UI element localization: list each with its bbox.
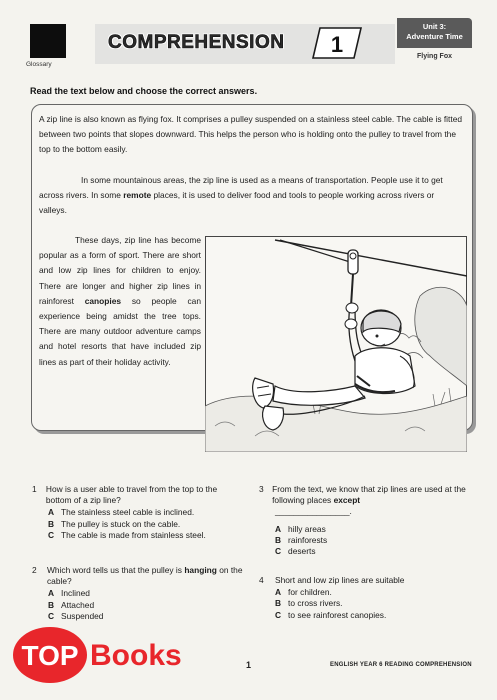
option-text: deserts	[288, 546, 316, 557]
option-text: to cross rivers.	[288, 598, 343, 609]
answer-blank: ________________.	[275, 506, 352, 517]
question-text: on the cable?	[46, 565, 243, 587]
question-4	[259, 575, 474, 621]
question-text: How is a user able to travel from the top to the bottom of a zip line?	[45, 484, 218, 506]
question-number: 1	[32, 484, 37, 494]
question-number: 2	[32, 565, 37, 575]
answer-option[interactable]	[275, 535, 474, 546]
question-text: Short and low zip lines are suitable	[275, 575, 405, 585]
answer-option[interactable]	[48, 519, 242, 530]
answer-option[interactable]	[48, 600, 247, 611]
option-letter: B	[275, 598, 282, 609]
option-text: Suspended	[61, 610, 104, 621]
option-letter: B	[48, 518, 55, 529]
option-letter: C	[48, 610, 55, 621]
zip-line-boy-illustration	[205, 236, 467, 452]
passage-text: These days, zip line has become popular as a form of sport. There are short and low zip lines for children to enjoy. There are longer and higher zip lines in rainforest	[39, 235, 201, 306]
answer-option[interactable]	[275, 610, 474, 621]
option-text: Attached	[61, 599, 95, 610]
unit-title: Adventure Time	[406, 32, 463, 41]
page-title: COMPREHENSION	[108, 32, 285, 53]
unit-tab	[397, 18, 472, 48]
option-letter: A	[275, 523, 282, 534]
answer-option[interactable]	[275, 546, 474, 557]
option-text: hilly areas	[288, 523, 326, 534]
passage-paragraph-3	[39, 233, 201, 370]
watermark-books: Books	[90, 639, 182, 672]
unit-number: Unit 3:	[422, 22, 447, 31]
option-letter: A	[275, 587, 282, 598]
question-number: 4	[259, 575, 264, 585]
comprehension-number-badge	[312, 27, 362, 59]
answer-option[interactable]	[48, 507, 242, 518]
answer-option[interactable]	[275, 598, 474, 609]
keyword-except: except	[333, 495, 361, 506]
page-number: 1	[246, 660, 252, 670]
option-letter: C	[48, 529, 55, 540]
option-letter: C	[275, 609, 282, 620]
watermark-top: TOP	[21, 640, 79, 671]
topic-label: Flying Fox	[417, 53, 452, 60]
option-text: Inclined	[61, 588, 90, 599]
option-letter: C	[275, 546, 282, 557]
option-letter: B	[275, 534, 282, 545]
instruction-text: Read the text below and choose the correct answers.	[30, 86, 258, 96]
question-1	[32, 484, 242, 541]
passage-text: places, it is used to deliver food and tools to people working across rivers or valleys.	[39, 190, 435, 216]
question-text: From the text, we know that zip lines are used at the following places	[272, 484, 466, 506]
answer-option[interactable]	[275, 587, 474, 598]
option-text: to see rainforest canopies.	[288, 609, 387, 620]
keyword-canopies: canopies	[84, 295, 122, 306]
question-text: Which word tells us that the pulley is	[46, 565, 185, 575]
option-letter: A	[48, 588, 55, 599]
option-text: rainforests	[288, 534, 328, 545]
answer-option[interactable]	[275, 524, 474, 535]
option-text: for children.	[288, 587, 332, 598]
topbooks-watermark-logo	[10, 618, 200, 688]
answer-option[interactable]	[48, 588, 247, 599]
option-letter: B	[48, 599, 55, 610]
passage-paragraph-2	[39, 173, 464, 219]
option-letter: A	[48, 507, 55, 518]
option-text: The pulley is stuck on the cable.	[61, 518, 181, 529]
option-text: The stainless steel cable is inclined.	[61, 507, 195, 518]
question-2	[32, 565, 247, 622]
option-text: The cable is made from stainless steel.	[61, 529, 206, 540]
passage-paragraph-1: A zip line is also known as flying fox. It comprises a pulley suspended on a stainless steel cable. The cable is fitted between two points that slopes downward. This helps the person who is holding onto the pulley to travel from the top to the bottom easily.	[39, 114, 463, 155]
question-3	[259, 484, 474, 557]
passage-text: so people can experience being amidst the tree tops. There are many outdoor adventure camps and hotel resorts that have included zip lines as part of their holiday activity.	[39, 295, 201, 367]
comprehension-number: 1	[330, 32, 344, 57]
book-title: ENGLISH YEAR 6 READING COMPREHENSION	[330, 662, 472, 668]
answer-option[interactable]	[48, 530, 242, 541]
keyword-remote: remote	[123, 190, 152, 201]
question-number: 3	[259, 484, 264, 494]
passage-text: In some mountainous areas, the zip line is used as a means of transportation. People use it to get across rivers. In some	[39, 175, 443, 201]
keyword-hanging: hanging	[184, 565, 217, 575]
glossary-icon	[30, 24, 66, 58]
glossary-label: Glossary	[26, 61, 52, 68]
